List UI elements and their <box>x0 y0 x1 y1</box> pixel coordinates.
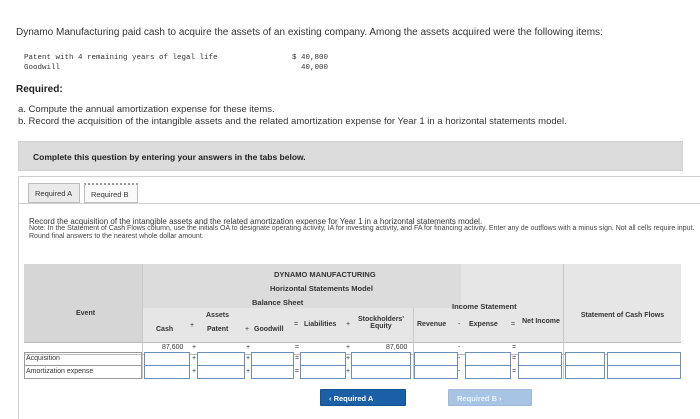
amortization-revenue-input[interactable] <box>414 365 458 379</box>
balance-sheet-header: Balance Sheet <box>252 298 304 307</box>
opening-cash-value: 87,600 <box>162 344 184 351</box>
chevron-left-icon: ‹ <box>329 394 334 403</box>
amortization-cash-flow-amount-input[interactable] <box>565 365 605 379</box>
event-acquisition: Acquisition <box>26 355 60 362</box>
acquisition-liabilities-input[interactable] <box>300 352 346 366</box>
acquisition-cash-input[interactable] <box>144 352 190 366</box>
tab-required-a[interactable]: Required A <box>28 183 80 203</box>
event-cell-row1 <box>24 352 142 366</box>
revenue-header: Revenue <box>417 321 447 328</box>
table-title-model: Horizontal Statements Model <box>270 284 373 293</box>
tab-required-b[interactable]: Required B <box>84 183 138 203</box>
intro-text: Dynamo Manufacturing paid cash to acquire the assets of an existing company. Among the assets acquired were the following items: <box>16 27 603 38</box>
complete-banner-text: Complete this question by entering your answers in the tabs below. <box>33 152 306 162</box>
expense-header: Expense <box>469 321 498 328</box>
amortization-goodwill-input[interactable] <box>251 365 294 379</box>
event-cell-row2 <box>24 365 142 379</box>
cash-header: Cash <box>156 326 174 333</box>
goodwill-header: Goodwill <box>254 326 284 333</box>
event-header-band <box>24 264 142 342</box>
income-statement-header: Income Statement <box>452 302 517 311</box>
patent-header: Patent <box>207 326 229 333</box>
event-amortization: Amortization expense <box>26 368 94 375</box>
acquisition-cash-flow-amount-input[interactable] <box>565 352 605 366</box>
event-header: Event <box>76 310 96 317</box>
required-heading: Required: <box>16 84 63 95</box>
tab-divider <box>18 203 700 204</box>
acquisition-patent-input[interactable] <box>197 352 245 366</box>
amortization-liabilities-input[interactable] <box>300 365 346 379</box>
stockholders-equity-header: Stockholders' Equity <box>357 316 404 330</box>
asset-value-patent: $ 40,800 <box>291 54 328 62</box>
amortization-net-income-input[interactable] <box>518 365 562 379</box>
assets-values <box>283 53 328 73</box>
acquisition-equity-input[interactable] <box>351 352 411 366</box>
amortization-cash-flow-activity-input[interactable] <box>607 365 681 379</box>
asset-label-patent: Patent with 4 remaining years of legal life <box>24 54 218 62</box>
instructions: Record the acquisition of the intangible assets and the related amortization expense for Year 1 in a horizontal statements model. <box>29 217 483 226</box>
acquisition-revenue-input[interactable] <box>414 352 458 366</box>
amortization-expense-input[interactable] <box>465 365 511 379</box>
acquisition-cash-flow-activity-input[interactable] <box>607 352 681 366</box>
net-income-header: Net Income <box>522 318 560 325</box>
amortization-cash-input[interactable] <box>144 365 190 379</box>
required-b-text: b. Record the acquisition of the intangible assets and the related amortization expense for Year 1 in a horizontal statements model. <box>18 116 567 127</box>
acquisition-expense-input[interactable] <box>465 352 511 366</box>
asset-label-goodwill: Goodwill <box>24 64 61 72</box>
required-a-text: a. Compute the annual amortization expense for these items. <box>18 104 275 115</box>
opening-equity-value: 87,600 <box>386 344 408 351</box>
amortization-equity-input[interactable] <box>351 365 411 379</box>
acquisition-goodwill-input[interactable] <box>251 352 294 366</box>
prev-required-a-button[interactable] <box>320 389 406 406</box>
complete-banner <box>18 141 683 171</box>
acquisition-net-income-input[interactable] <box>518 352 562 366</box>
amortization-patent-input[interactable] <box>197 365 245 379</box>
table-title-company: DYNAMO MANUFACTURING <box>274 270 376 279</box>
asset-value-goodwill: 40,000 <box>300 64 328 72</box>
assets-list <box>24 53 218 73</box>
statements-model-table: DYNAMO MANUFACTURING Horizontal Statements Model Balance Sheet Income Statement Event Assets Cash + Patent + Goodwill = Liabilities + Stockholders' Equity Revenue - Expense = Net Income Statement of Cash Flows 87,600 + + = + 87,600 - = Acquisition Amortization expense + + = + - = + + = + - = <box>24 264 681 384</box>
next-button-label: Required B <box>457 394 498 403</box>
note-text: Note: In the Statement of Cash Flows column, use the initials OA to designate operating activity, IA for investing activity, and FA for financing activity. Enter any de outflows with a minus sign. Not all cells require input. Round final answers to the nearest whole dollar amount. <box>29 225 695 240</box>
prev-button-label: Required A <box>333 394 374 403</box>
assets-header: Assets <box>206 312 229 319</box>
liabilities-header: Liabilities <box>304 321 337 328</box>
cash-flows-header: Statement of Cash Flows <box>580 312 665 319</box>
next-required-b-button[interactable] <box>448 389 532 406</box>
chevron-right-icon: › <box>497 394 502 403</box>
